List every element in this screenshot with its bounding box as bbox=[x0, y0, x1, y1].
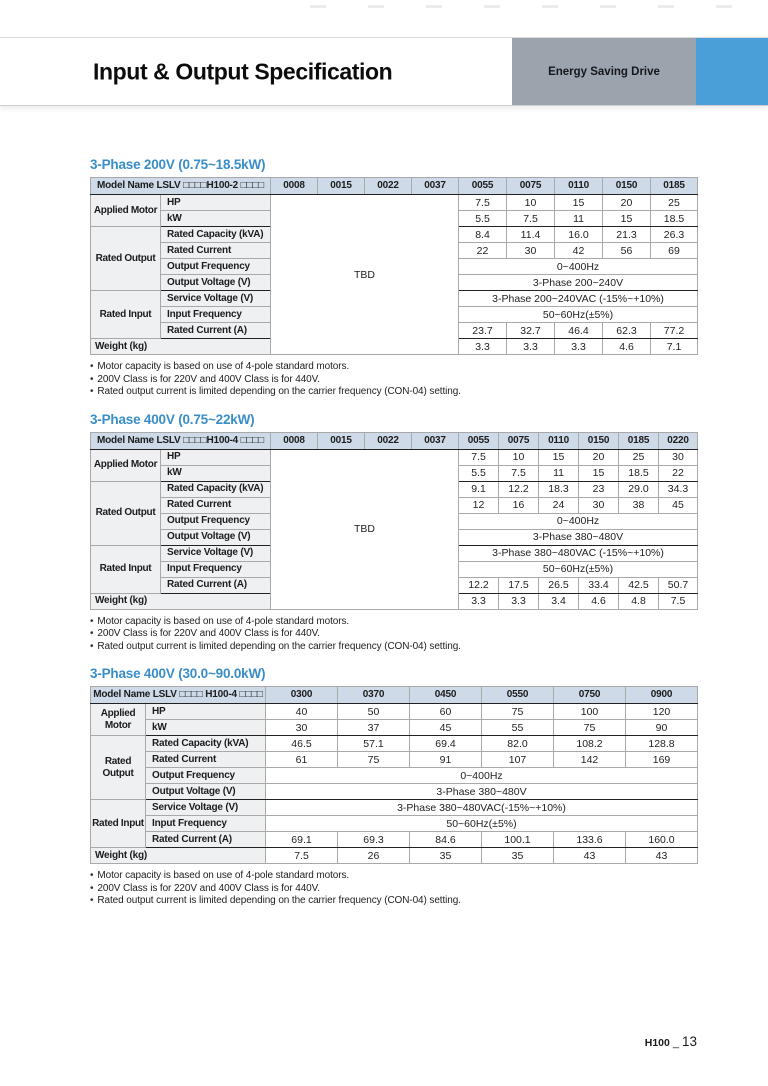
value-cell: 42 bbox=[555, 243, 603, 259]
value-cell: 37 bbox=[338, 720, 410, 736]
notes-list bbox=[90, 616, 697, 654]
model-name-cell: Model Name LSLV □□□□ H100-4 □□□□ bbox=[91, 687, 266, 704]
value-cell: 26 bbox=[338, 848, 410, 864]
group-label-cell: Applied Motor bbox=[91, 704, 146, 736]
value-cell: 42.5 bbox=[619, 577, 659, 593]
value-cell: 18.5 bbox=[651, 211, 698, 227]
page-footer bbox=[0, 1033, 697, 1051]
spec-label-cell: HP bbox=[161, 449, 271, 465]
value-cell: 10 bbox=[499, 449, 539, 465]
group-label-cell: Applied Motor bbox=[91, 195, 161, 227]
value-cell: 69.4 bbox=[410, 736, 482, 752]
spec-label-cell: HP bbox=[146, 704, 266, 720]
value-cell: 15 bbox=[555, 195, 603, 211]
table-header-row bbox=[91, 178, 698, 195]
merged-value-cell: 3-Phase 200~240V bbox=[459, 275, 698, 291]
value-cell: 20 bbox=[603, 195, 651, 211]
value-cell: 75 bbox=[482, 704, 554, 720]
value-cell: 77.2 bbox=[651, 323, 698, 339]
spec-section bbox=[90, 412, 697, 654]
value-cell: 142 bbox=[554, 752, 626, 768]
value-cell: 11.4 bbox=[507, 227, 555, 243]
value-cell: 34.3 bbox=[659, 481, 698, 497]
value-cell: 4.6 bbox=[603, 339, 651, 355]
spec-label-cell: Rated Capacity (kVA) bbox=[161, 481, 271, 497]
value-cell: 17.5 bbox=[499, 577, 539, 593]
value-cell: 25 bbox=[619, 449, 659, 465]
table-head bbox=[91, 687, 698, 704]
value-cell: 3.4 bbox=[539, 593, 579, 609]
spec-label-cell: Output Voltage (V) bbox=[146, 784, 266, 800]
table-header-row bbox=[91, 687, 698, 704]
merged-value-cell: 0~400Hz bbox=[459, 259, 698, 275]
value-cell: 100.1 bbox=[482, 832, 554, 848]
footer-doc-code: H100 bbox=[644, 1037, 670, 1049]
weight-label-cell: Weight (kg) bbox=[91, 848, 266, 864]
value-cell: 7.5 bbox=[499, 465, 539, 481]
merged-value-cell: 3-Phase 380~480V bbox=[459, 529, 698, 545]
model-code-cell: 0150 bbox=[603, 178, 651, 195]
model-code-cell: 0150 bbox=[579, 432, 619, 449]
value-cell: 8.4 bbox=[459, 227, 507, 243]
spec-label-cell: kW bbox=[161, 465, 271, 481]
merged-value-cell: 3-Phase 200~240VAC (-15%~+10%) bbox=[459, 291, 698, 307]
value-cell: 69.1 bbox=[266, 832, 338, 848]
section-heading: 3-Phase 200V (0.75~18.5kW) bbox=[90, 157, 266, 172]
header-badge bbox=[512, 38, 696, 105]
value-cell: 45 bbox=[410, 720, 482, 736]
table-row bbox=[91, 195, 698, 211]
model-code-cell: 0220 bbox=[659, 432, 698, 449]
value-cell: 61 bbox=[266, 752, 338, 768]
header-badge-label: Energy Saving Drive bbox=[548, 65, 660, 78]
value-cell: 22 bbox=[659, 465, 698, 481]
spec-label-cell: Rated Capacity (kVA) bbox=[161, 227, 271, 243]
spec-label-cell: Output Frequency bbox=[146, 768, 266, 784]
table-row bbox=[91, 752, 698, 768]
merged-value-cell: 50~60Hz(±5%) bbox=[459, 561, 698, 577]
top-fold-marks bbox=[310, 5, 768, 8]
value-cell: 16.0 bbox=[555, 227, 603, 243]
spec-label-cell: Rated Current (A) bbox=[161, 577, 271, 593]
value-cell: 30 bbox=[266, 720, 338, 736]
value-cell: 40 bbox=[266, 704, 338, 720]
weight-row bbox=[91, 848, 698, 864]
model-code-cell: 0075 bbox=[499, 432, 539, 449]
value-cell: 7.5 bbox=[266, 848, 338, 864]
value-cell: 16 bbox=[499, 497, 539, 513]
table-body bbox=[91, 449, 698, 609]
spec-label-cell: Output Frequency bbox=[161, 513, 271, 529]
value-cell: 26.3 bbox=[651, 227, 698, 243]
value-cell: 30 bbox=[507, 243, 555, 259]
value-cell: 21.3 bbox=[603, 227, 651, 243]
merged-value-cell: 3-Phase 380~480VAC(-15%~+10%) bbox=[266, 800, 698, 816]
model-code-cell: 0110 bbox=[539, 432, 579, 449]
table-row bbox=[91, 832, 698, 848]
value-cell: 120 bbox=[626, 704, 698, 720]
spec-label-cell: HP bbox=[161, 195, 271, 211]
page-header bbox=[0, 37, 768, 106]
table-body bbox=[91, 195, 698, 355]
value-cell: 160.0 bbox=[626, 832, 698, 848]
merged-value-cell: 0~400Hz bbox=[266, 768, 698, 784]
model-code-cell: 0037 bbox=[412, 432, 459, 449]
value-cell: 12.2 bbox=[459, 577, 499, 593]
value-cell: 56 bbox=[603, 243, 651, 259]
value-cell: 60 bbox=[410, 704, 482, 720]
value-cell: 50.7 bbox=[659, 577, 698, 593]
value-cell: 30 bbox=[579, 497, 619, 513]
group-label-cell: Rated Input bbox=[91, 800, 146, 848]
model-code-cell: 0300 bbox=[266, 687, 338, 704]
value-cell: 91 bbox=[410, 752, 482, 768]
value-cell: 23.7 bbox=[459, 323, 507, 339]
spec-section bbox=[90, 666, 697, 908]
value-cell: 43 bbox=[554, 848, 626, 864]
spec-label-cell: Output Frequency bbox=[161, 259, 271, 275]
value-cell: 62.3 bbox=[603, 323, 651, 339]
note-item: • Motor capacity is based on use of 4-pole standard motors. bbox=[90, 870, 697, 883]
spec-table bbox=[90, 686, 698, 864]
value-cell: 35 bbox=[410, 848, 482, 864]
model-code-cell: 0055 bbox=[459, 178, 507, 195]
model-code-cell: 0015 bbox=[318, 178, 365, 195]
merged-value-cell: 50~60Hz(±5%) bbox=[266, 816, 698, 832]
value-cell: 32.7 bbox=[507, 323, 555, 339]
value-cell: 3.3 bbox=[459, 593, 499, 609]
value-cell: 15 bbox=[579, 465, 619, 481]
header-accent-block bbox=[696, 38, 768, 105]
value-cell: 20 bbox=[579, 449, 619, 465]
spec-label-cell: Input Frequency bbox=[146, 816, 266, 832]
value-cell: 169 bbox=[626, 752, 698, 768]
value-cell: 26.5 bbox=[539, 577, 579, 593]
group-label-cell: Rated Output bbox=[91, 736, 146, 800]
spec-label-cell: Service Voltage (V) bbox=[161, 291, 271, 307]
note-item: • Motor capacity is based on use of 4-pole standard motors. bbox=[90, 616, 697, 629]
value-cell: 46.5 bbox=[266, 736, 338, 752]
model-code-cell: 0185 bbox=[619, 432, 659, 449]
notes-list bbox=[90, 870, 697, 908]
value-cell: 90 bbox=[626, 720, 698, 736]
model-code-cell: 0450 bbox=[410, 687, 482, 704]
value-cell: 69 bbox=[651, 243, 698, 259]
value-cell: 55 bbox=[482, 720, 554, 736]
note-item: • Rated output current is limited depending on the carrier frequency (CON-04) setting. bbox=[90, 386, 697, 399]
spec-label-cell: Input Frequency bbox=[161, 307, 271, 323]
group-label-cell: Applied Motor bbox=[91, 449, 161, 481]
model-code-cell: 0550 bbox=[482, 687, 554, 704]
spec-section bbox=[90, 157, 697, 399]
spec-label-cell: Service Voltage (V) bbox=[161, 545, 271, 561]
value-cell: 3.3 bbox=[499, 593, 539, 609]
model-code-cell: 0037 bbox=[412, 178, 459, 195]
table-row bbox=[91, 720, 698, 736]
spec-label-cell: Rated Current (A) bbox=[146, 832, 266, 848]
group-label-cell: Rated Output bbox=[91, 227, 161, 291]
value-cell: 35 bbox=[482, 848, 554, 864]
value-cell: 108.2 bbox=[554, 736, 626, 752]
value-cell: 107 bbox=[482, 752, 554, 768]
value-cell: 46.4 bbox=[555, 323, 603, 339]
model-code-cell: 0110 bbox=[555, 178, 603, 195]
value-cell: 7.5 bbox=[507, 211, 555, 227]
section-heading: 3-Phase 400V (30.0~90.0kW) bbox=[90, 666, 266, 681]
tbd-cell: TBD bbox=[271, 449, 459, 609]
value-cell: 33.4 bbox=[579, 577, 619, 593]
value-cell: 57.1 bbox=[338, 736, 410, 752]
value-cell: 22 bbox=[459, 243, 507, 259]
value-cell: 30 bbox=[659, 449, 698, 465]
value-cell: 9.1 bbox=[459, 481, 499, 497]
spec-label-cell: Rated Current (A) bbox=[161, 323, 271, 339]
merged-value-cell: 3-Phase 380~480V bbox=[266, 784, 698, 800]
note-item: • Rated output current is limited depending on the carrier frequency (CON-04) setting. bbox=[90, 641, 697, 654]
footer-separator: _ bbox=[672, 1037, 679, 1049]
spec-label-cell: Rated Current bbox=[146, 752, 266, 768]
model-name-cell: Model Name LSLV □□□□H100-4 □□□□ bbox=[91, 432, 271, 449]
value-cell: 15 bbox=[603, 211, 651, 227]
value-cell: 18.5 bbox=[619, 465, 659, 481]
model-code-cell: 0075 bbox=[507, 178, 555, 195]
spec-label-cell: Rated Capacity (kVA) bbox=[146, 736, 266, 752]
table-row bbox=[91, 736, 698, 752]
value-cell: 11 bbox=[555, 211, 603, 227]
merged-value-cell: 50~60Hz(±5%) bbox=[459, 307, 698, 323]
section-heading: 3-Phase 400V (0.75~22kW) bbox=[90, 411, 255, 427]
value-cell: 75 bbox=[554, 720, 626, 736]
notes-list bbox=[90, 361, 697, 399]
value-cell: 18.3 bbox=[539, 481, 579, 497]
value-cell: 50 bbox=[338, 704, 410, 720]
table-head bbox=[91, 178, 698, 195]
value-cell: 29.0 bbox=[619, 481, 659, 497]
merged-value-cell: 0~400Hz bbox=[459, 513, 698, 529]
note-item: • Motor capacity is based on use of 4-pole standard motors. bbox=[90, 361, 697, 374]
model-name-cell: Model Name LSLV □□□□H100-2 □□□□ bbox=[91, 178, 271, 195]
model-code-cell: 0185 bbox=[651, 178, 698, 195]
table-header-row bbox=[91, 432, 698, 449]
note-item: • 200V Class is for 220V and 400V Class is for 440V. bbox=[90, 374, 697, 387]
spec-label-cell: kW bbox=[161, 211, 271, 227]
spec-table bbox=[90, 432, 698, 610]
weight-label-cell: Weight (kg) bbox=[91, 593, 271, 609]
note-item: • 200V Class is for 220V and 400V Class is for 440V. bbox=[90, 883, 697, 896]
table-row bbox=[91, 784, 698, 800]
spec-label-cell: Service Voltage (V) bbox=[146, 800, 266, 816]
table-row bbox=[91, 768, 698, 784]
model-code-cell: 0750 bbox=[554, 687, 626, 704]
value-cell: 23 bbox=[579, 481, 619, 497]
content-area bbox=[90, 157, 697, 908]
value-cell: 5.5 bbox=[459, 465, 499, 481]
table-row bbox=[91, 800, 698, 816]
value-cell: 15 bbox=[539, 449, 579, 465]
value-cell: 7.1 bbox=[651, 339, 698, 355]
note-item: • 200V Class is for 220V and 400V Class is for 440V. bbox=[90, 628, 697, 641]
spec-table bbox=[90, 177, 698, 355]
value-cell: 11 bbox=[539, 465, 579, 481]
value-cell: 84.6 bbox=[410, 832, 482, 848]
spec-label-cell: Output Voltage (V) bbox=[161, 275, 271, 291]
spec-label-cell: Input Frequency bbox=[161, 561, 271, 577]
value-cell: 4.6 bbox=[579, 593, 619, 609]
value-cell: 69.3 bbox=[338, 832, 410, 848]
spec-label-cell: Rated Current bbox=[161, 497, 271, 513]
model-code-cell: 0055 bbox=[459, 432, 499, 449]
value-cell: 128.8 bbox=[626, 736, 698, 752]
table-row bbox=[91, 816, 698, 832]
weight-label-cell: Weight (kg) bbox=[91, 339, 271, 355]
spec-label-cell: Output Voltage (V) bbox=[161, 529, 271, 545]
group-label-cell: Rated Output bbox=[91, 481, 161, 545]
model-code-cell: 0008 bbox=[271, 432, 318, 449]
table-row bbox=[91, 704, 698, 720]
group-label-cell: Rated Input bbox=[91, 291, 161, 339]
table-body bbox=[91, 704, 698, 864]
value-cell: 45 bbox=[659, 497, 698, 513]
group-label-cell: Rated Input bbox=[91, 545, 161, 593]
model-code-cell: 0015 bbox=[318, 432, 365, 449]
value-cell: 38 bbox=[619, 497, 659, 513]
footer-page-number: 13 bbox=[681, 1034, 697, 1049]
value-cell: 5.5 bbox=[459, 211, 507, 227]
spec-label-cell: Rated Current bbox=[161, 243, 271, 259]
value-cell: 7.5 bbox=[659, 593, 698, 609]
merged-value-cell: 3-Phase 380~480VAC (-15%~+10%) bbox=[459, 545, 698, 561]
value-cell: 12.2 bbox=[499, 481, 539, 497]
value-cell: 100 bbox=[554, 704, 626, 720]
table-row bbox=[91, 449, 698, 465]
model-code-cell: 0900 bbox=[626, 687, 698, 704]
value-cell: 3.3 bbox=[507, 339, 555, 355]
model-code-cell: 0022 bbox=[365, 178, 412, 195]
value-cell: 7.5 bbox=[459, 449, 499, 465]
value-cell: 25 bbox=[651, 195, 698, 211]
note-item: • Rated output current is limited depending on the carrier frequency (CON-04) setting. bbox=[90, 895, 697, 908]
value-cell: 7.5 bbox=[459, 195, 507, 211]
value-cell: 3.3 bbox=[555, 339, 603, 355]
value-cell: 12 bbox=[459, 497, 499, 513]
model-code-cell: 0370 bbox=[338, 687, 410, 704]
value-cell: 75 bbox=[338, 752, 410, 768]
value-cell: 4.8 bbox=[619, 593, 659, 609]
tbd-cell: TBD bbox=[271, 195, 459, 355]
value-cell: 133.6 bbox=[554, 832, 626, 848]
value-cell: 82.0 bbox=[482, 736, 554, 752]
model-code-cell: 0022 bbox=[365, 432, 412, 449]
value-cell: 3.3 bbox=[459, 339, 507, 355]
value-cell: 43 bbox=[626, 848, 698, 864]
table-head bbox=[91, 432, 698, 449]
value-cell: 10 bbox=[507, 195, 555, 211]
page-title: Input & Output Specification bbox=[93, 58, 393, 84]
spec-label-cell: kW bbox=[146, 720, 266, 736]
value-cell: 24 bbox=[539, 497, 579, 513]
model-code-cell: 0008 bbox=[271, 178, 318, 195]
